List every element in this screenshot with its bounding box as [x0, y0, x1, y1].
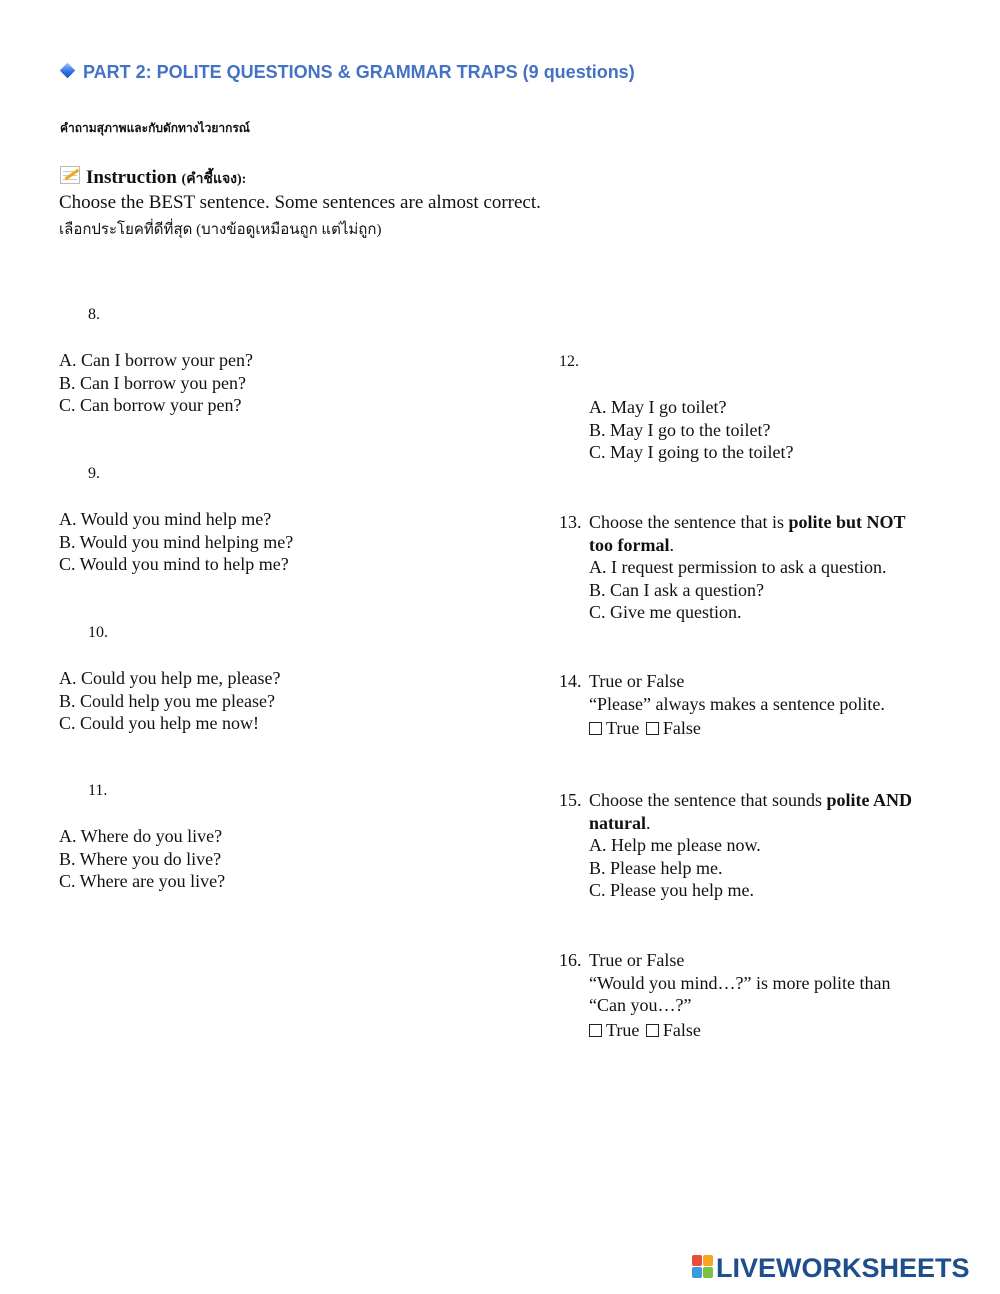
- question-11-option-a[interactable]: A. Where do you live?: [59, 826, 223, 846]
- question-11-option-b[interactable]: B. Where you do live?: [59, 848, 222, 869]
- question-8-option-a[interactable]: A. Can I borrow your pen?: [59, 350, 253, 370]
- question-12-option-b[interactable]: B. May I go to the toilet?: [589, 419, 771, 440]
- question-13-option-c[interactable]: C. Give me question.: [589, 602, 742, 622]
- question-16-true-checkbox[interactable]: [589, 1024, 602, 1037]
- question-8-option-c[interactable]: C. Can borrow your pen?: [59, 395, 242, 416]
- question-16-stem: True or False: [589, 950, 685, 970]
- question-14-true-checkbox[interactable]: [589, 722, 602, 735]
- question-14-choices: True False: [589, 717, 979, 740]
- question-13-option-a[interactable]: A. I request permission to ask a question.: [589, 557, 887, 577]
- question-9-options: [59, 508, 293, 576]
- instruction-heading: Instruction (คำชี้แจง):: [60, 166, 246, 190]
- question-14-stem: True or False: [589, 671, 685, 691]
- instruction-thai: เลือกประโยคที่ดีที่สุด (บางข้อดูเหมือนถูก แต่ไม่ถูก): [59, 222, 382, 238]
- question-14: 14. True or False “Please” always makes a sentence polite. True False: [559, 670, 979, 740]
- question-9-number: 9.: [88, 465, 100, 482]
- question-11-option-c[interactable]: C. Where are you live?: [59, 871, 226, 892]
- question-15: 15. Choose the sentence that sounds polite AND natural. A. Help me please now. B. Please help me. C. Please you help me.: [559, 789, 979, 902]
- question-14-statement: “Please” always makes a sentence polite.: [589, 693, 885, 714]
- diamond-bullet-icon: [60, 63, 76, 79]
- question-12-number: 12.: [559, 353, 579, 370]
- question-13-stem-line-1: Choose the sentence that is polite but NOT: [589, 512, 906, 532]
- question-15-stem-line-2: natural.: [589, 812, 651, 833]
- question-10-number: 10.: [88, 624, 108, 641]
- question-12-option-c[interactable]: C. May I going to the toilet?: [589, 442, 794, 463]
- question-8-option-b[interactable]: B. Can I borrow you pen?: [59, 372, 246, 393]
- question-10-option-b[interactable]: B. Could help you me please?: [59, 690, 275, 711]
- thai-subtitle: คำถามสุภาพและกับดักทางไวยากรณ์: [60, 121, 250, 135]
- instruction-english: Choose the BEST sentence. Some sentences are almost correct.: [59, 192, 541, 213]
- question-13: 13. Choose the sentence that is polite but NOT too formal. A. I request permission to ask a question. B. Can I ask a question? C. Give me question.: [559, 511, 979, 624]
- question-8-number: 8.: [88, 306, 100, 323]
- question-16-statement-line-2: “Can you…?”: [589, 995, 692, 1015]
- question-15-stem-line-1: Choose the sentence that sounds polite AND: [589, 790, 912, 810]
- question-10-option-c[interactable]: C. Could you help me now!: [59, 713, 259, 734]
- question-12-option-a[interactable]: A. May I go toilet?: [589, 397, 727, 417]
- question-9-option-b[interactable]: B. Would you mind helping me?: [59, 531, 294, 552]
- question-16: 16. True or False “Would you mind…?” is more polite than “Can you…?” True False: [559, 949, 979, 1041]
- question-14-false-checkbox[interactable]: [646, 722, 659, 735]
- question-13-stem-line-2: too formal.: [589, 534, 674, 555]
- question-15-option-a[interactable]: A. Help me please now.: [589, 835, 761, 855]
- question-16-false-checkbox[interactable]: [646, 1024, 659, 1037]
- liveworksheets-logo: LIVEWORKSHEETS: [692, 1253, 970, 1284]
- question-8-options: [59, 349, 253, 417]
- question-16-statement-line-1: “Would you mind…?” is more polite than: [589, 972, 891, 993]
- question-15-option-b[interactable]: B. Please help me.: [589, 857, 723, 878]
- question-9-option-a[interactable]: A. Would you mind help me?: [59, 509, 272, 529]
- question-13-option-b[interactable]: B. Can I ask a question?: [589, 579, 764, 600]
- question-11-number: 11.: [88, 782, 108, 799]
- memo-pencil-icon: [60, 166, 80, 184]
- question-16-choices: True False: [589, 1019, 979, 1042]
- liveworksheets-grid-icon: [692, 1255, 714, 1279]
- question-12-options: [589, 396, 793, 464]
- question-10-option-a[interactable]: A. Could you help me, please?: [59, 668, 281, 688]
- question-15-option-c[interactable]: C. Please you help me.: [589, 880, 754, 900]
- part-title: PART 2: POLITE QUESTIONS & GRAMMAR TRAPS (9 questions): [62, 62, 635, 83]
- question-9-option-c[interactable]: C. Would you mind to help me?: [59, 554, 289, 575]
- question-11-options: [59, 825, 225, 893]
- question-10-options: [59, 667, 280, 735]
